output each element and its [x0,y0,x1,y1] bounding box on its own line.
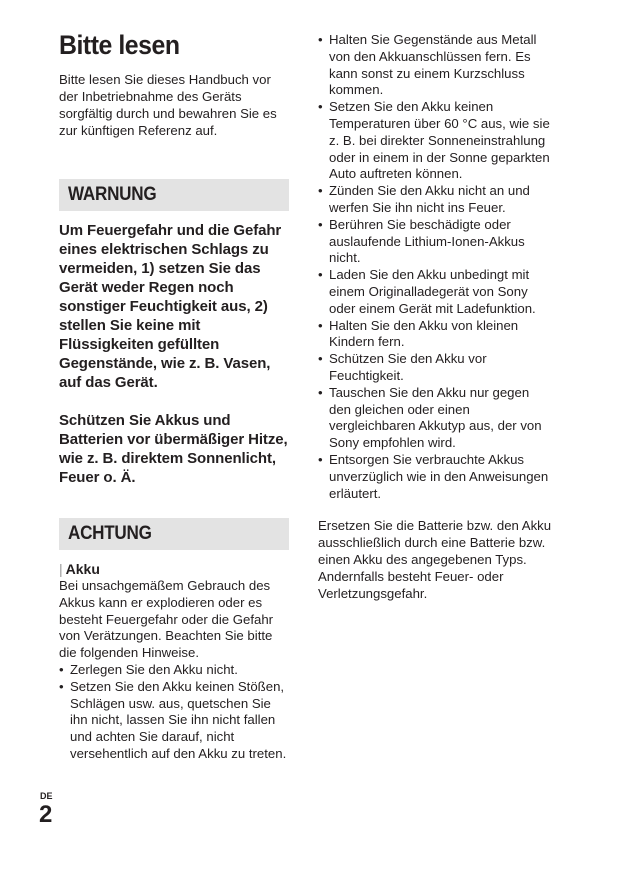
list-item: • Laden Sie den Akku unbedingt mit einem Originalladegerät von Sony oder einem Gerät mit Ladefunktion. [318,267,554,317]
warning-banner [59,179,289,211]
page-number: 2 [39,801,53,828]
caution-banner [59,518,289,550]
list-item: • Entsorgen Sie verbrauchte Akkus unverzüglich wie in den Anweisungen erläutert. [318,452,554,502]
battery-subheading: | Akku [59,561,100,577]
page-language: DE [40,791,53,801]
battery-text: Bei unsachgemäßem Gebrauch des Akkus kann er explodieren oder es besteht Feuergefahr oder die Gefahr von Verätzungen. Beachten Sie bitte die folgenden Hinweise. [59,578,274,661]
page-title: Bitte lesen [59,30,180,60]
warning-text [59,221,289,487]
list-item: • Zerlegen Sie den Akku nicht. [59,662,289,679]
battery-bullet-list [59,662,289,763]
warning-paragraph: Schützen Sie Akkus und Batterien vor übermäßiger Hitze, wie z. B. direktem Sonnenlicht, Feuer o. Ä. [59,412,288,486]
intro-text: Bitte lesen Sie dieses Handbuch vor der Inbetriebnahme des Geräts sorgfältig durch und bewahren Sie es zur künftigen Referenz auf. [59,72,277,138]
list-item: • Zünden Sie den Akku nicht an und werfen Sie ihn nicht ins Feuer. [318,183,554,217]
list-item: • Berühren Sie beschädigte oder auslaufende Lithium-Ionen-Akkus nicht. [318,217,554,267]
warning-paragraph: Um Feuergefahr und die Gefahr eines elektrischen Schlags zu vermeiden, 1) setzen Sie das Gerät weder Regen noch sonstiger Feuchtigkeit aus, 2) stellen Sie keine mit Flüssigkeiten gefüllten Gegenstände, wie z. B. Vasen, auf das Gerät. [59,222,282,391]
caution-heading: ACHTUNG [68,523,152,544]
list-item: • Schützen Sie den Akku vor Feuchtigkeit. [318,351,554,385]
battery-bullet-list [318,32,554,502]
list-item: • Halten Sie Gegenstände aus Metall von den Akkuanschlüssen fern. Es kann sonst zu einem Kurzschluss kommen. [318,32,554,99]
list-item: • Setzen Sie den Akku keinen Stößen, Schlägen usw. aus, quetschen Sie ihn nicht, lassen Sie ihn nicht fallen und achten Sie darauf, nicht versehentlich auf den Akku zu treten. [59,679,289,763]
right-column [318,32,554,602]
section-bar-icon: | [59,561,63,577]
list-item: • Setzen Sie den Akku keinen Temperaturen über 60 °C aus, wie sie z. B. bei direkter Sonneneinstrahlung oder in einem in der Sonne geparkten Auto auftreten können. [318,99,554,183]
list-item: • Tauschen Sie den Akku nur gegen den gleichen oder einen vergleichbaren Akkutyp aus, der von Sony empfohlen wird. [318,385,554,452]
replacement-text: Ersetzen Sie die Batterie bzw. den Akku ausschließlich durch eine Batterie bzw. einen Akku des angegebenen Typs. Andernfalls besteht Feuer- oder Verletzungsgefahr. [318,518,552,601]
list-item: • Halten Sie den Akku von kleinen Kindern fern. [318,318,554,352]
warning-heading: WARNUNG [68,184,157,205]
left-column [59,28,289,763]
